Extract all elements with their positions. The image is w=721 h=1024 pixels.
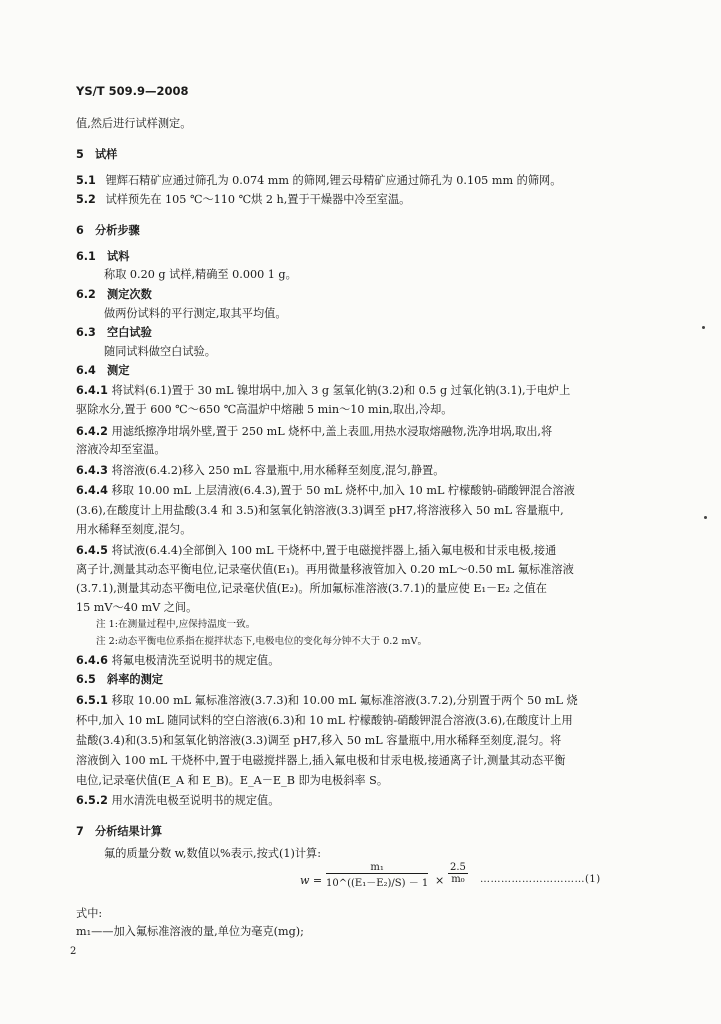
clause-6-1-heading: 6.1 试料 — [76, 250, 130, 263]
section-7-heading: 7 分析结果计算 — [76, 825, 163, 838]
standard-code-header: YS/T 509.9—2008 — [76, 84, 189, 98]
clause-5-1 — [76, 174, 636, 188]
clause-number: 6.4.6 — [76, 654, 108, 667]
fraction-numerator: 2.5 — [450, 862, 466, 873]
clause-6-4-4 — [76, 484, 636, 498]
text-line: 杯中,加入 10 mL 随同试料的空白溶液(6.3)和 10 mL 柠檬酸钠-硝酸钾混合溶液(3.6),在酸度计上用 — [76, 714, 573, 727]
clause-6-3-heading: 6.3 空白试验 — [76, 326, 152, 339]
clause-6-5-2 — [76, 794, 636, 808]
text-line: 做两份试料的平行测定,取其平均值。 — [104, 307, 287, 320]
clause-number: 5.2 — [76, 193, 96, 206]
text-line: (3.7.1),测量其动态平衡电位,记录毫伏值(E₂)。所加氟标准溶液(3.7.1)的量应使 E₁－E₂ 之值在 — [76, 582, 547, 595]
clause-6-4-6 — [76, 654, 636, 668]
times-sign: × — [435, 874, 445, 887]
section-6-heading: 6 分析步骤 — [76, 224, 140, 237]
text-line: 离子计,测量其动态平衡电位,记录毫伏值(E₁)。再用微量移液管加入 0.20 mL～0.50 mL 氟标准溶液 — [76, 563, 574, 576]
clause-6-2-heading: 6.2 测定次数 — [76, 288, 152, 301]
text-line: 随同试料做空白试验。 — [104, 345, 216, 358]
clause-text: 试样预先在 105 ℃～110 ℃烘 2 h,置于干燥器中冷至室温。 — [105, 193, 411, 206]
equation-1 — [300, 862, 640, 902]
note-1: 注 1:在测量过程中,应保持温度一致。 — [96, 619, 256, 630]
clause-number: 6.5.2 — [76, 794, 108, 807]
clause-text: 将溶液(6.4.2)移入 250 mL 容量瓶中,用水稀释至刻度,混匀,静置。 — [111, 464, 445, 477]
scan-speck — [702, 326, 705, 329]
clause-number: 6.4.1 — [76, 384, 108, 397]
text-line: 称取 0.20 g 试样,精确至 0.000 1 g。 — [104, 268, 297, 281]
text-line: 驱除水分,置于 600 ℃～650 ℃高温炉中熔融 5 min～10 min,取出,冷却。 — [76, 403, 453, 416]
clause-6-4-1 — [76, 384, 636, 398]
equation-number: …………………………(1) — [480, 874, 601, 885]
formula-fraction-1 — [326, 862, 428, 889]
clause-6-5-heading: 6.5 斜率的测定 — [76, 673, 163, 686]
clause-number: 6.4.3 — [76, 464, 108, 477]
clause-6-5-1 — [76, 694, 636, 708]
text-line: 值,然后进行试样测定。 — [76, 117, 192, 130]
clause-text: 将试料(6.1)置于 30 mL 镍坩埚中,加入 3 g 氢氧化钠(3.2)和 0.5 g 过氧化钠(3.1),于电炉上 — [111, 384, 571, 397]
text-line: 式中: — [76, 907, 103, 920]
clause-6-4-3 — [76, 464, 636, 478]
clause-6-4-5 — [76, 544, 636, 558]
formula-lhs: w = — [300, 874, 323, 887]
text-line: 溶液冷却至室温。 — [76, 443, 166, 456]
text-line: 溶液倒入 100 mL 干烧杯中,置于电磁搅拌器上,插入氟电极和甘汞电极,接通离子计,测量其动态平衡 — [76, 754, 566, 767]
text-line: 15 mV～40 mV 之间。 — [76, 601, 198, 614]
clause-number: 6.4.4 — [76, 484, 108, 497]
fraction-denominator: 10^((E₁－E₂)/S) － 1 — [326, 878, 429, 889]
clause-text: 锂辉石精矿应通过筛孔为 0.074 mm 的筛网,锂云母精矿应通过筛孔为 0.105 mm 的筛网。 — [105, 174, 562, 187]
clause-text: 将试液(6.4.4)全部倒入 100 mL 干烧杯中,置于电磁搅拌器上,插入氟电极和甘汞电极,接通 — [111, 544, 557, 557]
fraction-numerator: m₁ — [326, 862, 428, 874]
clause-text: 移取 10.00 mL 氟标准溶液(3.7.3)和 10.00 mL 氟标准溶液(3.7.2),分别置于两个 50 mL 烧 — [111, 694, 578, 707]
clause-6-4-2 — [76, 425, 636, 439]
page-number: 2 — [70, 946, 77, 957]
clause-number: 6.4.5 — [76, 544, 108, 557]
clause-text: 用水清洗电极至说明书的规定值。 — [111, 794, 280, 807]
fraction-denominator: m₀ — [451, 874, 465, 885]
clause-number: 6.4.2 — [76, 425, 108, 438]
text-line: 盐酸(3.4)和(3.5)和氢氧化钠溶液(3.3)调至 pH7,移入 50 mL 容量瓶中,用水稀释至刻度,混匀。将 — [76, 734, 562, 747]
clause-6-4-heading: 6.4 测定 — [76, 364, 130, 377]
clause-text: 移取 10.00 mL 上层清液(6.4.3),置于 50 mL 烧杯中,加入 10 mL 柠檬酸钠-硝酸钾混合溶液 — [111, 484, 575, 497]
note-2: 注 2:动态平衡电位系指在搅拌状态下,电极电位的变化每分钟不大于 0.2 mV。 — [96, 636, 428, 647]
scan-speck — [704, 516, 707, 519]
symbol-definition: m₁——加入氟标准溶液的量,单位为毫克(mg); — [76, 925, 304, 938]
clause-text: 将氟电极清洗至说明书的规定值。 — [111, 654, 280, 667]
text-line: 氟的质量分数 w,数值以%表示,按式(1)计算: — [104, 847, 321, 860]
clause-5-2 — [76, 193, 636, 207]
formula-fraction-2 — [448, 862, 468, 885]
section-5-heading: 5 试样 — [76, 148, 118, 161]
text-line: 电位,记录毫伏值(E_A 和 E_B)。E_A－E_B 即为电极斜率 S。 — [76, 774, 389, 787]
clause-text: 用滤纸擦净坩埚外壁,置于 250 mL 烧杯中,盖上表皿,用热水浸取熔融物,洗净坩埚,取出,将 — [111, 425, 553, 438]
text-line: (3.6),在酸度计上用盐酸(3.4 和 3.5)和氢氧化钠溶液(3.3)调至 pH7,将溶液移入 50 mL 容量瓶中, — [76, 504, 564, 517]
clause-number: 6.5.1 — [76, 694, 108, 707]
text-line: 用水稀释至刻度,混匀。 — [76, 523, 192, 536]
clause-number: 5.1 — [76, 174, 96, 187]
